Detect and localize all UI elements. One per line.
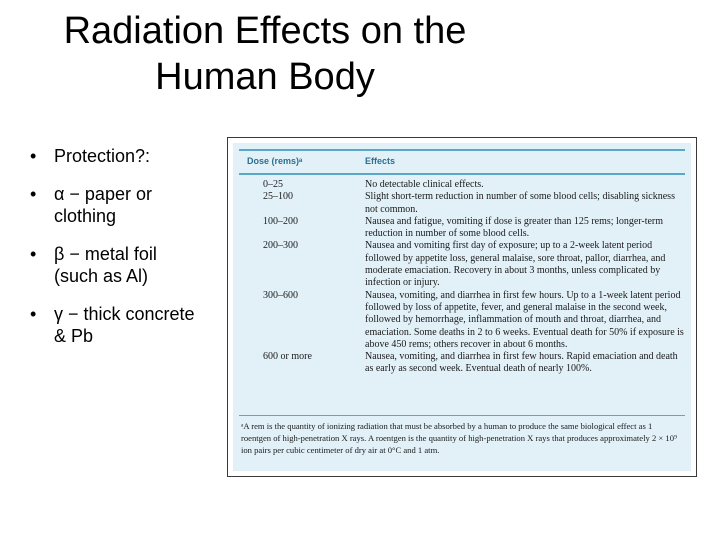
table-row [239,351,685,376]
dose-cell: 25–100 [263,191,293,203]
effects-cell: Nausea and vomiting first day of exposure; up to a 2-week latent period followed by appetite loss, general malaise, sore throat, pallor, diarrhea, and moderate emaciation. Recovery in about 3 months, unless complicated by infection or injury. [365,240,666,289]
table-header [239,149,685,175]
bullet-alpha [30,183,230,227]
table-footnote: ᵃA rem is the quantity of ionizing radiation that must be absorbed by a human to produce the same biological effect as 1 roentgen of high-penetration X rays. A roentgen is the quantity of high-penetration X rays that produces approximately 2 × 10⁹ ion pairs per cubic centimeter of dry air at 0°C and 1 atm. [241,421,677,455]
bullet-protection [30,145,230,167]
dose-cell: 0–25 [263,179,283,190]
title-line-1: Radiation Effects on the [63,10,467,52]
radiation-table-image [227,137,697,477]
column-header-effects: Effects [365,156,396,166]
bullet-subtext: (such as Al) [54,266,149,286]
dose-cell: 600 or more [263,351,312,363]
bullet-list [30,145,230,363]
effects-cell: Slight short-term reduction in number of some blood cells; disabling sickness not common. [365,191,675,215]
bullet-text: β − metal foil [54,244,157,264]
table-row [239,179,685,191]
bullet-gamma [30,303,230,347]
bullet-text: γ − thick concrete [54,304,195,324]
table-row [239,216,685,241]
effects-cell: No detectable clinical effects. [365,179,484,190]
slide-title [0,8,530,100]
table-row [239,191,685,216]
bullet-subtext: clothing [54,206,117,226]
dose-cell: 100–200 [263,215,298,227]
title-line-2: Human Body [155,56,375,98]
column-header-dose: Dose (rems)ᵃ [247,156,303,166]
table-row [239,290,685,351]
effects-cell: Nausea, vomiting, and diarrhea in first few hours. Rapid emaciation and death as early as second week. Eventual death of nearly 100%. [365,351,678,375]
bullet-subtext: & Pb [54,326,94,346]
bullet-text: Protection?: [54,146,151,166]
footnote-divider [239,415,685,416]
effects-cell: Nausea and fatigue, vomiting if dose is greater than 125 rems; longer-term reduction in number of some blood cells. [365,215,664,240]
table-body [239,179,685,376]
radiation-table [233,143,691,471]
dose-cell: 200–300 [263,240,298,252]
bullet-beta [30,243,230,287]
dose-cell: 300–600 [263,289,298,301]
effects-cell: Nausea, vomiting, and diarrhea in first few hours. Up to a 1-week latent period followed by loss of appetite, fever, and general malaise in the second week, followed by hemorrhage, inflammation of mouth and throat, diarrhea, and emaciation. Some deaths in 2 to 6 weeks. Eventual death for 50% if exposure is above 450 rems; others recover in about 6 months. [365,289,684,350]
table-row [239,240,685,289]
bullet-text: α − paper or [54,184,152,204]
